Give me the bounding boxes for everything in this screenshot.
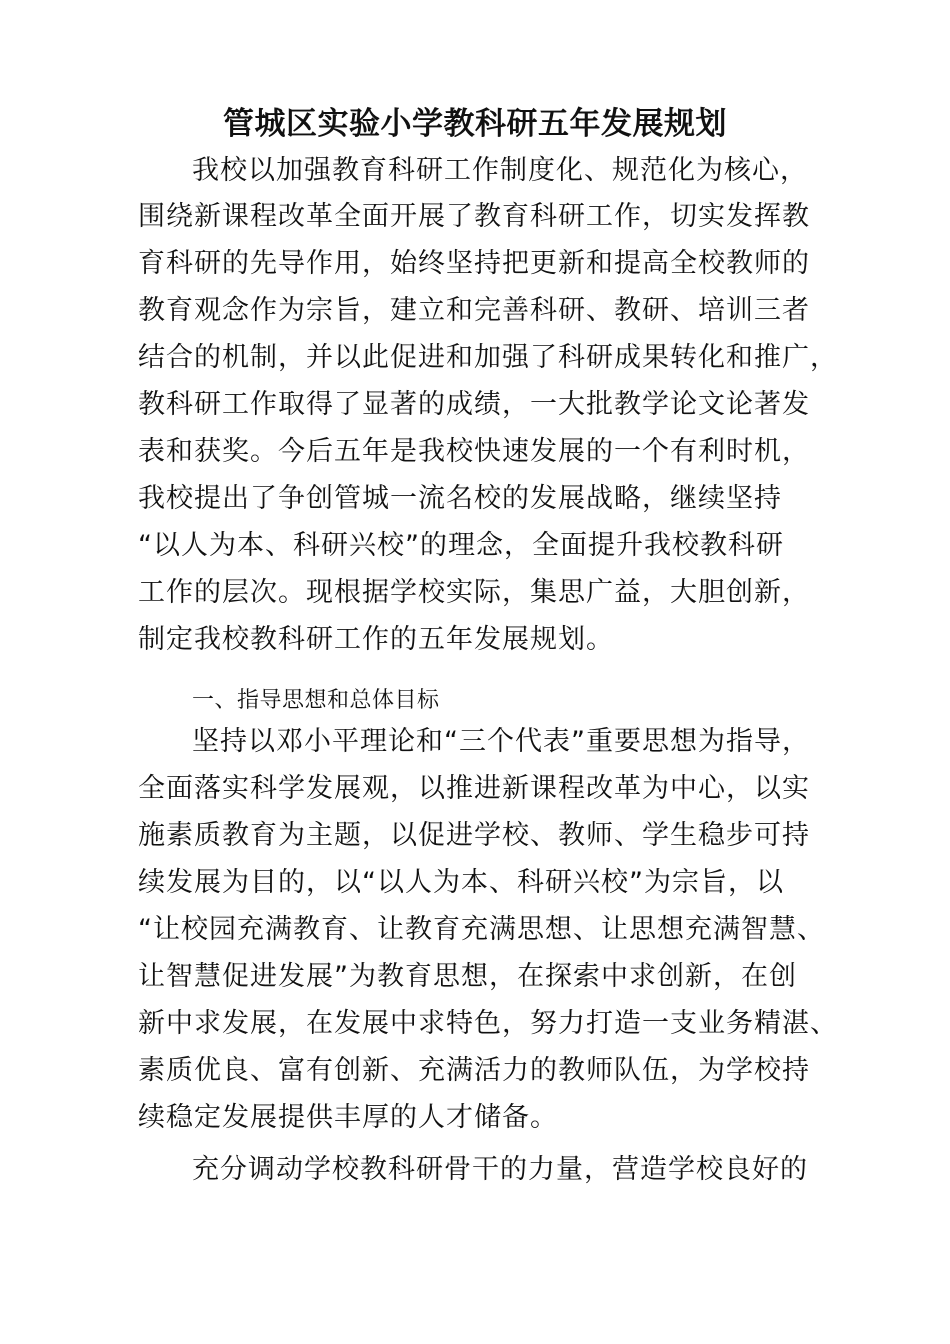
section-1-heading: 一、指导思想和总体目标 xyxy=(192,688,440,713)
paragraph-2-line-2: 全面落实科学发展观，以推进新课程改革为中心，以实 xyxy=(138,773,810,804)
paragraph-2-line-5: “让校园充满教育、让教育充满思想、让思想充满智慧、 xyxy=(138,914,825,945)
paragraph-2-line-1: 坚持以邓小平理论和“三个代表”重要思想为指导， xyxy=(192,726,810,757)
paragraph-1-line-2: 围绕新课程改革全面开展了教育科研工作，切实发挥教 xyxy=(138,201,810,232)
paragraph-3-line-1: 充分调动学校教科研骨干的力量，营造学校良好的 xyxy=(192,1154,808,1185)
paragraph-2-line-4: 续发展为目的，以“以人为本、科研兴校”为宗旨，以 xyxy=(138,867,784,898)
paragraph-1-line-4: 教育观念作为宗旨，建立和完善科研、教研、培训三者 xyxy=(138,295,810,326)
paragraph-1-line-9: “以人为本、科研兴校”的理念，全面提升我校教科研 xyxy=(138,530,784,561)
paragraph-2-line-9: 续稳定发展提供丰厚的人才储备。 xyxy=(138,1102,558,1133)
paragraph-1-line-11: 制定我校教科研工作的五年发展规划。 xyxy=(138,624,614,655)
paragraph-2-line-7: 新中求发展，在发展中求特色，努力打造一支业务精湛、 xyxy=(138,1008,838,1039)
paragraph-1-line-6: 教科研工作取得了显著的成绩，一大批教学论文论著发 xyxy=(138,389,810,420)
paragraph-1-line-7: 表和获奖。今后五年是我校快速发展的一个有利时机， xyxy=(138,436,810,467)
paragraph-1-line-5: 结合的机制，并以此促进和加强了科研成果转化和推广， xyxy=(138,342,838,373)
paragraph-2-line-6: 让智慧促进发展”为教育思想，在探索中求创新，在创 xyxy=(138,961,797,992)
paragraph-2-line-8: 素质优良、富有创新、充满活力的教师队伍，为学校持 xyxy=(138,1055,810,1086)
paragraph-1-line-1: 我校以加强教育科研工作制度化、规范化为核心， xyxy=(192,155,808,186)
paragraph-2-line-3: 施素质教育为主题，以促进学校、教师、学生稳步可持 xyxy=(138,820,810,851)
paragraph-1-line-8: 我校提出了争创管城一流名校的发展战略，继续坚持 xyxy=(138,483,782,514)
document-title: 管城区实验小学教科研五年发展规划 xyxy=(223,106,727,142)
paragraph-1-line-3: 育科研的先导作用，始终坚持把更新和提高全校教师的 xyxy=(138,248,810,279)
paragraph-1-line-10: 工作的层次。现根据学校实际，集思广益，大胆创新， xyxy=(138,577,810,608)
